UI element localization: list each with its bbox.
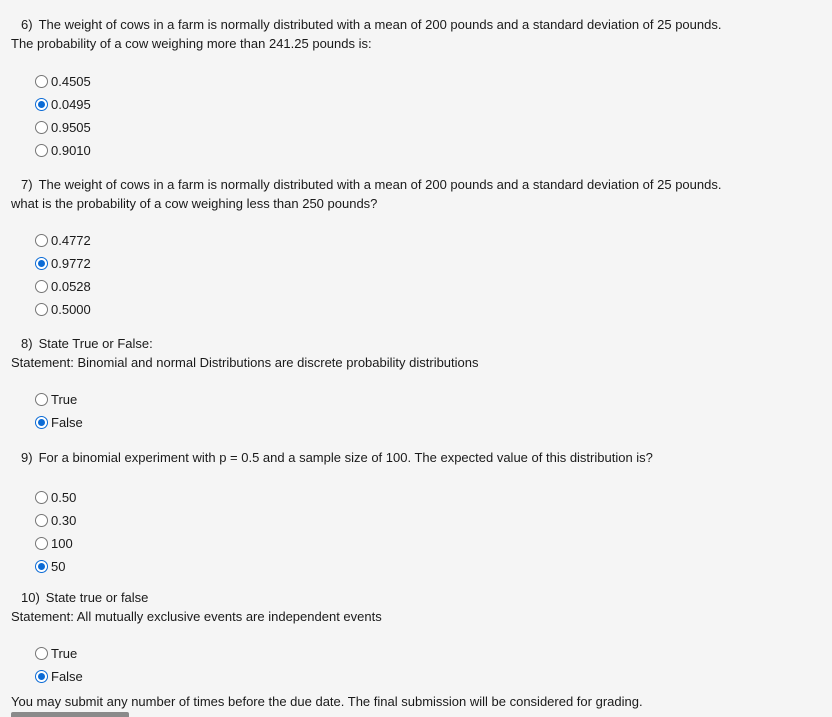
options-list [35, 642, 822, 688]
option-false[interactable] [35, 411, 822, 434]
option-label: 0.9010 [51, 143, 91, 158]
radio-unselected-icon[interactable] [35, 121, 48, 134]
options-list [35, 229, 822, 321]
question-line-1: State true or false [45, 590, 149, 605]
option-0-9505[interactable] [35, 116, 822, 139]
question-number: 7) [21, 177, 33, 192]
radio-unselected-icon[interactable] [35, 280, 48, 293]
question-line-2: what is the probability of a cow weighing less than 250 pounds? [11, 196, 378, 211]
option-label: False [51, 669, 83, 684]
radio-unselected-icon[interactable] [35, 75, 48, 88]
option-label: 0.50 [51, 490, 77, 505]
question-8-text [11, 334, 822, 372]
question-number: 9) [21, 450, 33, 465]
option-label: 0.0495 [51, 97, 91, 112]
radio-unselected-icon[interactable] [35, 234, 48, 247]
option-label: 100 [51, 536, 73, 551]
option-label: 0.9772 [51, 256, 91, 271]
option-100[interactable] [35, 532, 822, 555]
question-7 [11, 175, 822, 321]
question-line-2: Statement: All mutually exclusive events are independent events [11, 609, 382, 624]
question-6-text [11, 15, 822, 53]
question-number: 8) [21, 336, 33, 351]
radio-selected-icon[interactable] [35, 560, 48, 573]
option-0-9010[interactable] [35, 139, 822, 162]
radio-selected-icon[interactable] [35, 98, 48, 111]
submit-button[interactable] [11, 712, 129, 717]
radio-unselected-icon[interactable] [35, 393, 48, 406]
option-0-0495[interactable] [35, 93, 822, 116]
option-0-5000[interactable] [35, 298, 822, 321]
radio-unselected-icon[interactable] [35, 303, 48, 316]
option-true[interactable] [35, 642, 822, 665]
question-6 [11, 15, 822, 162]
option-label: True [51, 646, 78, 661]
option-label: 0.0528 [51, 279, 91, 294]
option-label: False [51, 415, 83, 430]
option-label: 0.4772 [51, 233, 91, 248]
radio-unselected-icon[interactable] [35, 647, 48, 660]
question-8 [11, 334, 822, 434]
question-9-text [11, 448, 822, 467]
option-label: True [51, 392, 78, 407]
question-10-text [11, 588, 822, 626]
radio-unselected-icon[interactable] [35, 144, 48, 157]
radio-unselected-icon[interactable] [35, 537, 48, 550]
option-true[interactable] [35, 388, 822, 411]
option-label: 0.9505 [51, 120, 91, 135]
question-line-1: For a binomial experiment with p = 0.5 and a sample size of 100. The expected value of this distribution is? [38, 450, 653, 465]
radio-selected-icon[interactable] [35, 257, 48, 270]
options-list [35, 388, 822, 434]
submission-note: You may submit any number of times before the due date. The final submission will be considered for grading. [11, 694, 643, 709]
option-0-50[interactable] [35, 486, 822, 509]
question-line-2: Statement: Binomial and normal Distributions are discrete probability distributions [11, 355, 479, 370]
option-0-30[interactable] [35, 509, 822, 532]
option-0-0528[interactable] [35, 275, 822, 298]
question-10 [11, 588, 822, 688]
option-50[interactable] [35, 555, 822, 578]
option-0-9772[interactable] [35, 252, 822, 275]
option-label: 0.30 [51, 513, 77, 528]
radio-selected-icon[interactable] [35, 416, 48, 429]
question-line-1: State True or False: [38, 336, 153, 351]
option-0-4772[interactable] [35, 229, 822, 252]
option-false[interactable] [35, 665, 822, 688]
options-list [35, 70, 822, 162]
question-line-1: The weight of cows in a farm is normally distributed with a mean of 200 pounds and a standard deviation of 25 pounds. [38, 177, 722, 192]
radio-selected-icon[interactable] [35, 670, 48, 683]
option-label: 0.4505 [51, 74, 91, 89]
radio-unselected-icon[interactable] [35, 514, 48, 527]
question-number: 6) [21, 17, 33, 32]
question-number: 10) [21, 590, 40, 605]
options-list [35, 486, 822, 578]
question-7-text [11, 175, 822, 213]
option-label: 50 [51, 559, 66, 574]
question-line-2: The probability of a cow weighing more than 241.25 pounds is: [11, 36, 372, 51]
question-line-1: The weight of cows in a farm is normally distributed with a mean of 200 pounds and a standard deviation of 25 pounds. [38, 17, 722, 32]
option-0-4505[interactable] [35, 70, 822, 93]
question-9 [11, 448, 822, 578]
option-label: 0.5000 [51, 302, 91, 317]
radio-unselected-icon[interactable] [35, 491, 48, 504]
